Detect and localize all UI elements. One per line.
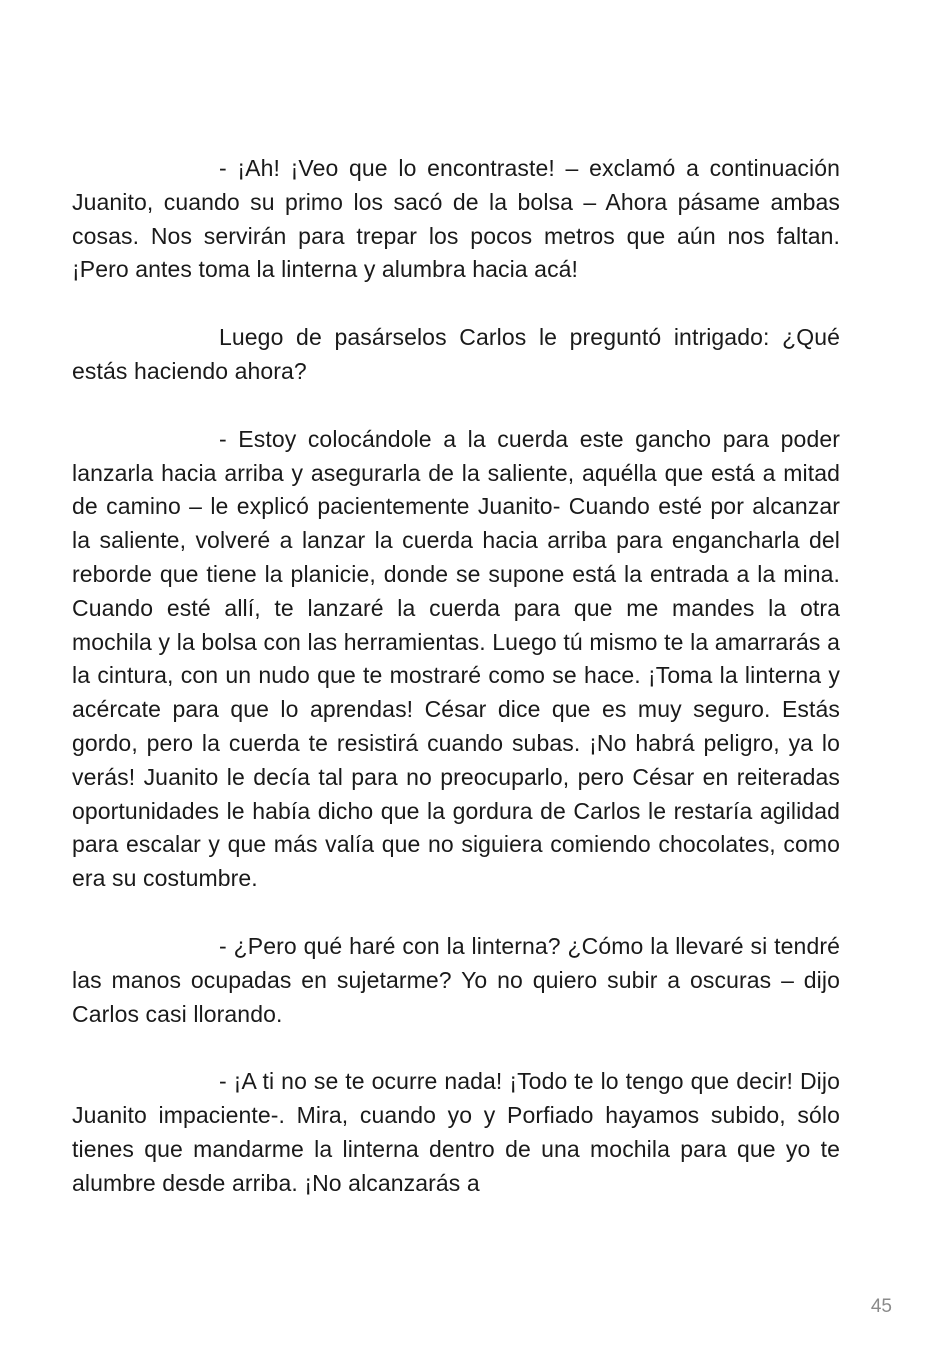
- paragraph-3: - Estoy colocándole a la cuerda este gancho para poder lanzarla hacia arriba y asegurarla de la saliente, aquélla que está a mitad de camino – le explicó pacientemente Juanito- Cuando esté por alcanzar la saliente, volveré a lanzar la cuerda hacia arriba para engancharla del reborde que tiene la planicie, donde se supone está la entrada a la mina. Cuando esté allí, te lanzaré la cuerda para que me mandes la otra mochila y la bolsa con las herramientas. Luego tú mismo te la amarrarás a la cintura, con un nudo que te mostraré como se hace. ¡Toma la linterna y acércate para que lo aprendas! César dice que es muy seguro. Estás gordo, pero la cuerda te resistirá cuando subas. ¡No habrá peligro, ya lo verás! Juanito le decía tal para no preocuparlo, pero César en reiteradas oportunidades le había dicho que la gordura de Carlos le restaría agilidad para escalar y que más valía que no siguiera comiendo chocolates, como era su costumbre.: [72, 425, 840, 892]
- paragraph-1: - ¡Ah! ¡Veo que lo encontraste! – exclamó a continuación Juanito, cuando su primo los sacó de la bolsa – Ahora pásame ambas cosas. Nos servirán para trepar los pocos metros que aún nos faltan. ¡Pero antes toma la linterna y alumbra hacia acá!: [72, 155, 840, 283]
- page-body: [72, 152, 840, 1235]
- paragraph-4: - ¿Pero qué haré con la linterna? ¿Cómo la llevaré si tendré las manos ocupadas en sujetarme? Yo no quiero subir a oscuras – dijo Carlos casi llorando.: [72, 932, 840, 1027]
- page-number: 45: [870, 1296, 892, 1317]
- paragraph-5: - ¡A ti no se te ocurre nada! ¡Todo te lo tengo que decir! Dijo Juanito impaciente-. Mira, cuando yo y Porfiado hayamos subido, sólo tienes que mandarme la linterna dentro de una mochila para que yo te alumbre desde arriba. ¡No alcanzarás a: [72, 1068, 840, 1196]
- paragraph-2: Luego de pasárselos Carlos le preguntó intrigado: ¿Qué estás haciendo ahora?: [72, 324, 840, 384]
